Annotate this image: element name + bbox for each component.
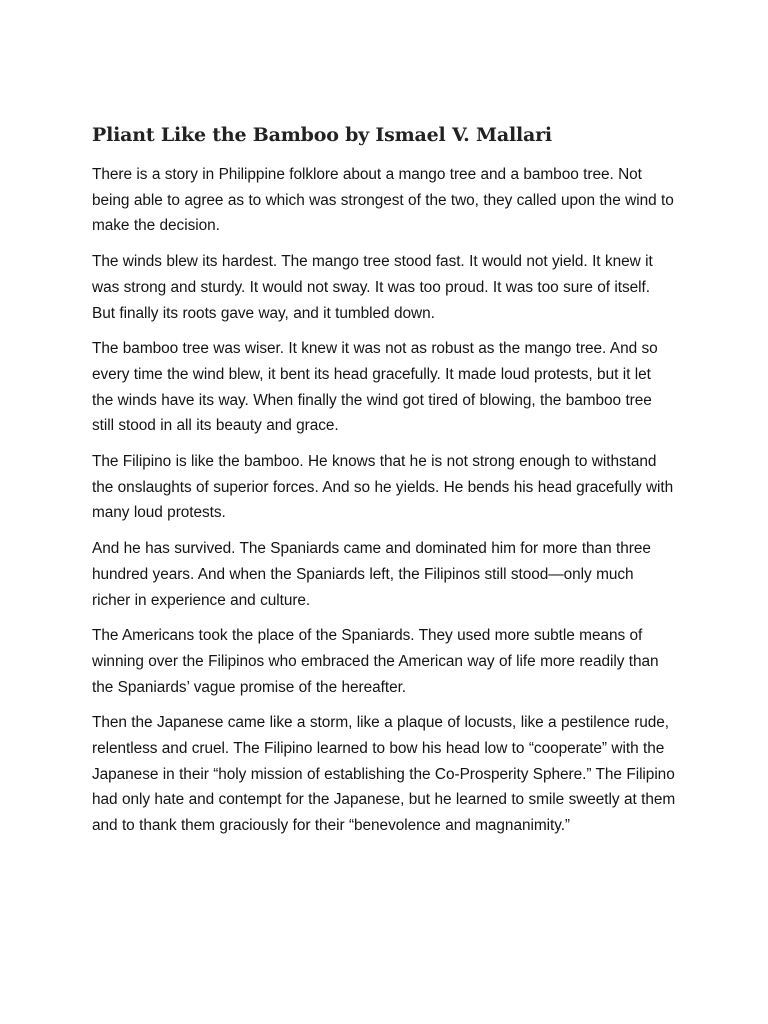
paragraph-1: There is a story in Philippine folklore about a mango tree and a bamboo tree. Not being able to agree as to which was strongest of the two, they called upon the wind to make the decision. — [92, 166, 674, 235]
paragraph-6: The Americans took the place of the Spaniards. They used more subtle means of winning over the Filipinos who embraced the American way of life more readily than the Spaniards’ vague promise of the hereafter. — [92, 627, 659, 696]
paragraph-5: And he has survived. The Spaniards came and dominated him for more than three hundred years. And when the Spaniards left, the Filipinos still stood—only much richer in experience and culture. — [92, 540, 651, 609]
paragraph-4: The Filipino is like the bamboo. He knows that he is not strong enough to withstand the onslaughts of superior forces. And so he yields. He bends his head gracefully with many loud protests. — [92, 453, 674, 522]
paragraph-3: The bamboo tree was wiser. It knew it was not as robust as the mango tree. And so every time the wind blew, it bent its head gracefully. It made loud protests, but it let the winds have its way. When finally the wind got tired of blowing, the bamboo tree still stood in all its beauty and grace. — [92, 340, 658, 435]
document-title: Pliant Like the Bamboo by Ismael V. Mallari — [92, 124, 552, 146]
paragraph-2: The winds blew its hardest. The mango tree stood fast. It would not yield. It knew it was strong and sturdy. It would not sway. It was too proud. It was too sure of itself. But finally its roots gave way, and it tumbled down. — [92, 253, 653, 322]
paragraph-7: Then the Japanese came like a storm, like a plaque of locusts, like a pestilence rude, relentless and cruel. The Filipino learned to bow his head low to “cooperate” with the Japanese in their “holy mission of establishing the Co-Prosperity Sphere.” The Filipino had only hate and contempt for the Japanese, but he learned to smile sweetly at them and to thank them graciously for their “benevolence and magnanimity.” — [92, 714, 676, 835]
